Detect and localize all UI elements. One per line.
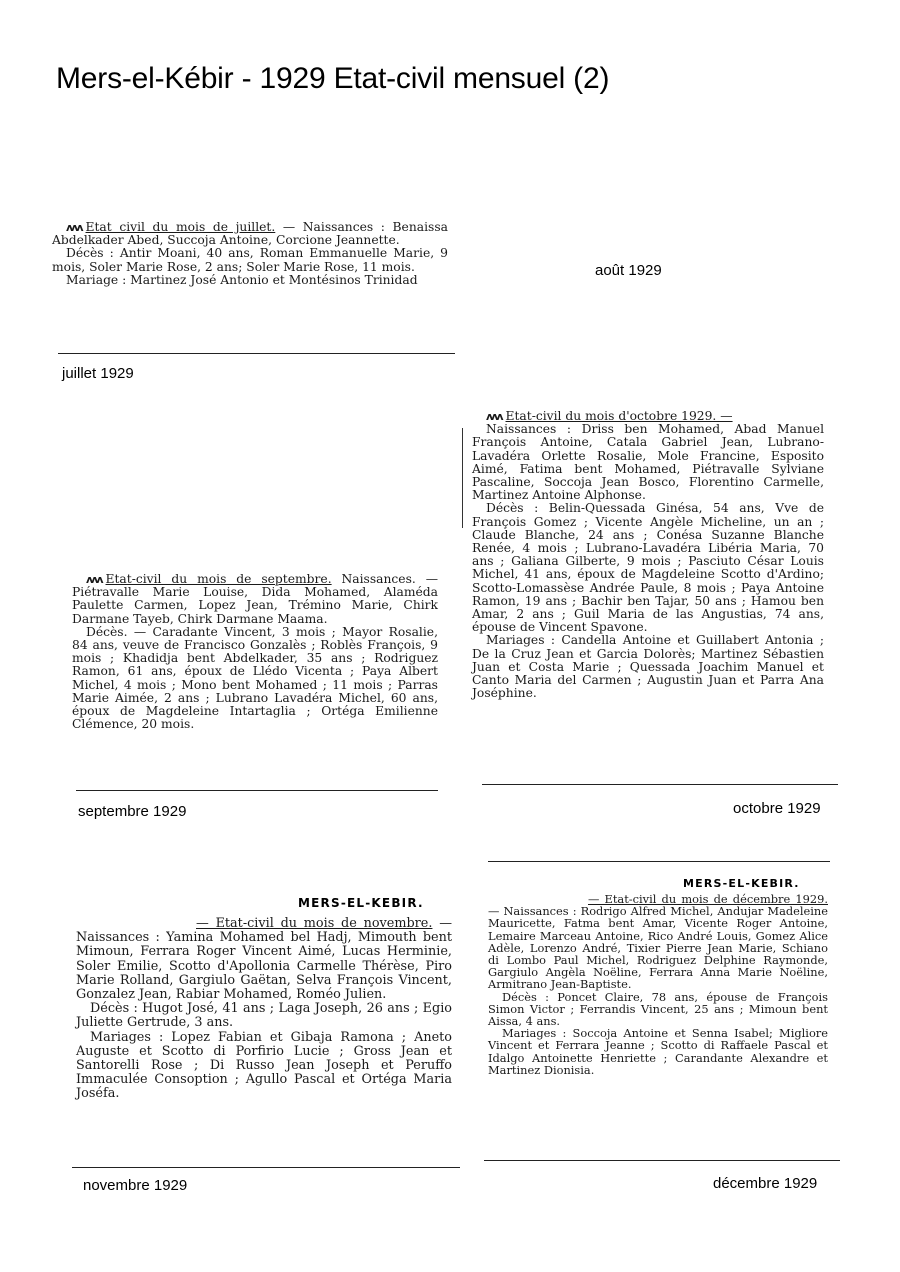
naissances-text: — Naissances : Rodrigo Alfred Michel, Andujar Madeleine Mauricette, Fatma bent Amar, Vicente Roger Antoine, Lemaire Marceau Antoine, Rico André Louis, Gomez Alice Adèle, Lorenzo André, Tixier Pierre Jean Marie, Schiano di Lombo Paul Michel, Rodriguez Delphine Raymonde, Gargiulo Angèla Noëline, Ferrara Anna Marie Noëline, Armitrano Jean-Baptiste. — [488, 904, 828, 992]
clipping-heading: — Etat-civil du mois de novembre. — [196, 916, 433, 931]
naissances-text: — Naissances : Yamina Mohamed bel Hadj, Mimouth bent Mimoun, Ferrara Roger Vincent Aimé, Lucas Herminie, Soler Emilie, Scotto d'Apollonia Carmelle Thérèse, Piro Marie Rolland, Gargiulo Gaëtan, Selva François Vincent, Gonzalez Jean, Rabiar Mohamed, Roméo Julien. — [76, 916, 453, 1003]
deces-text: Décès : Hugot José, 41 ans ; Laga Joseph, 26 ans ; Egio Juliette Gertrude, 3 ans. — [76, 1001, 452, 1031]
naissances-text: Naissances : Driss ben Mohamed, Abad Manuel François Antoine, Catala Gabriel Jean, Lubrano-Lavadéra Orlette Rosalie, Mole Francine, Esposito Aimé, Fatima bent Mohamed, Piétravalle Sylviane Pascaline, Soccoja Jean Bosco, Florentino Carmelle, Martinez Antoine Alphonse. — [472, 422, 824, 503]
deces-text: Décès : Poncet Claire, 78 ans, épouse de François Simon Victor ; Ferrandis Vincent, 25 ans ; Mimoun bent Aissa, 4 ans. — [488, 989, 828, 1029]
clipping-paragraph — [488, 893, 828, 991]
naissances-text: Naissances. — Piétravalle Marie Louise, Dida Mohamed, Alaméda Paulette Carmen, Lopez Jean, Trémino Marie, Chirk Darmane Tayeb, Chirk Darmane Maama. — [72, 572, 438, 626]
ornament-icon: ᴧᴧᴧ — [86, 573, 102, 586]
clipping-divider — [482, 784, 838, 785]
caption-aout: août 1929 — [595, 262, 662, 279]
mariages-text: Mariages : Lopez Fabian et Gibaja Ramona ; Aneto Auguste et Scotto di Porfirio Lucie ; Gross Jean et Santorelli Rose ; Di Russo Jean Joseph et Peruffo Immaculée Consoption ; Agullo Pascal et Ortéga Maria Joséfa. — [76, 1029, 452, 1102]
clipping-octobre — [472, 410, 824, 700]
deces-text: Décès : Antir Moani, 40 ans, Roman Emmanuelle Marie, 9 mois, Soler Marie Rose, 2 ans; Soler Marie Rose, 11 mois. — [52, 246, 448, 274]
clipping-divider — [488, 861, 830, 862]
clipping-divider — [76, 790, 438, 791]
caption-novembre: novembre 1929 — [83, 1177, 188, 1194]
clipping-divider — [58, 353, 455, 354]
mariage-text: Mariage : Martinez José Antonio et Montésinos Trinidad — [66, 272, 418, 287]
deces-text: Décès. — Caradante Vincent, 3 mois ; Mayor Rosalie, 84 ans, veuve de Francisco Gonzalès ; Roblès François, 9 mois ; Khadidja bent Abdelkader, 35 ans ; Rodriguez Ramon, 61 ans, époux de Llédo Vicenta ; Paya Albert Michel, 4 mois ; Mono bent Mohamed ; 11 mois ; Parras Marie Aimée, 2 ans ; Lubrano Lavadéra Michel, 60 ans, époux de Magdeleine Intartaglia ; Ortéga Emilienne Clémence, 20 mois. — [72, 624, 438, 732]
clipping-paragraph — [52, 221, 448, 247]
clipping-divider — [72, 1167, 460, 1168]
clipping-heading: Etat civil du mois de juillet. — [85, 220, 276, 234]
clipping-paragraph — [72, 573, 438, 626]
newspaper-header: MERS-EL-KEBIR. — [683, 877, 800, 890]
clipping-heading: Etat-civil du mois d'octobre 1929. — — [505, 409, 733, 423]
clipping-border — [462, 428, 463, 528]
mariages-text: Mariages : Candella Antoine et Guillabert Antonia ; De la Cruz Jean et Garcia Dolorès; Martinez Sébastien Juan et Costa Marie ; Quessada Joachim Manuel et Canto Maria del Carmen ; Augustin Juan et Parra Ana Joséphine. — [472, 633, 824, 701]
caption-septembre: septembre 1929 — [78, 803, 187, 820]
ornament-icon: ᴧᴧᴧ — [486, 410, 502, 423]
clipping-septembre — [72, 573, 438, 731]
clipping-heading: Etat-civil du mois de septembre. — [105, 572, 332, 586]
clipping-decembre — [488, 893, 828, 1076]
page-title: Mers-el-Kébir - 1929 Etat-civil mensuel (2) — [56, 62, 610, 95]
clipping-novembre — [76, 917, 452, 1102]
naissances-text: — Naissances : Benaissa Abdelkader Abed, Succoja Antoine, Corcione Jeannette. — [52, 220, 448, 248]
mariages-text: Mariages : Soccoja Antoine et Senna Isabel; Migliore Vincent et Ferrara Jeanne ; Scotto di Raffaele Pascal et Idalgo Antoinette Henriette ; Carandante Alexandre et Martinez Dionisia. — [488, 1026, 828, 1077]
caption-juillet: juillet 1929 — [62, 365, 134, 382]
caption-decembre: décembre 1929 — [713, 1175, 818, 1192]
caption-octobre: octobre 1929 — [733, 800, 821, 817]
clipping-heading: — Etat-civil du mois de décembre 1929. — [588, 892, 828, 906]
clipping-juillet — [52, 221, 448, 287]
ornament-icon: ᴧᴧᴧ — [66, 221, 82, 234]
clipping-divider — [484, 1160, 840, 1161]
clipping-paragraph — [76, 917, 452, 1002]
newspaper-header: MERS-EL-KEBIR. — [298, 896, 424, 910]
deces-text: Décès : Belin-Quessada Ginésa, 54 ans, Vve de François Gomez ; Vicente Angèle Micheline, un an ; Claude Blanche, 24 ans ; Conésa Suzanne Blanche Renée, 4 mois ; Lubrano-Lavadéra Libéria Maria, 70 ans ; Galiana Gilberte, 9 mois ; Pasciuto César Louis Michel, 41 ans, époux de Magdeleine Scotto d'Ardino; Scotto-Lomassèse Andrée Paule, 8 mois ; Paya Antoine Ramon, 19 ans ; Bachir ben Tajar, 50 ans ; Hamou ben Amar, 2 ans ; Guil Maria de las Angustias, 74 ans, épouse de Vincent Spavone. — [472, 501, 824, 635]
